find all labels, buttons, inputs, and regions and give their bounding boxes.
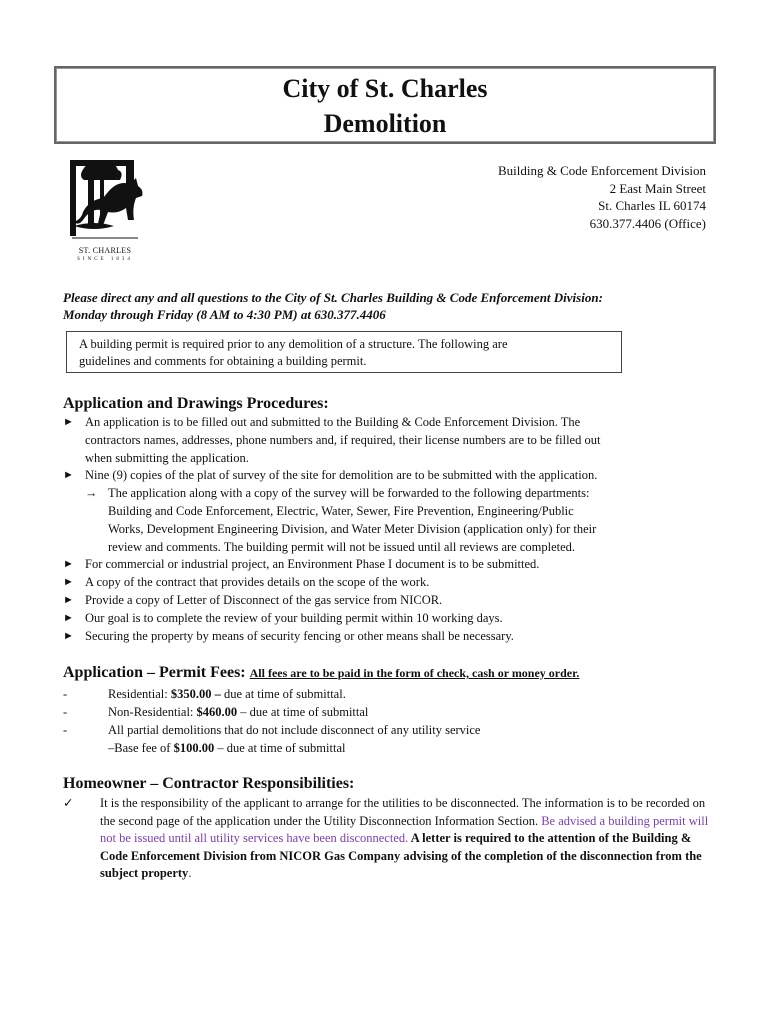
procedures-list bbox=[63, 414, 600, 645]
list-item: ► An application is to be filled out and submitted to the Building & Code Enforcement Division. The contractors names, addresses, phone numbers and, if required, their license numbers are to be filled out when submitting the application. bbox=[63, 415, 601, 465]
bullet-icon: ► bbox=[63, 611, 74, 624]
bullet-icon: ► bbox=[63, 558, 74, 571]
list-item: ► Securing the property by means of security fencing or other means shall be necessary. bbox=[63, 628, 600, 646]
document-subtitle: Demolition bbox=[323, 109, 447, 138]
bullet-icon: ► bbox=[63, 416, 74, 428]
list-item: ► Provide a copy of Letter of Disconnect of the gas service from NICOR. bbox=[63, 592, 600, 610]
responsibilities-item: ✓ It is the responsibility of the applicant to arrange for the utilities to be disconnected. The information is to be recorded on the second page of the application under the Utility Disconnection Information Section. Be advised a building permit will not be issued until all utility services have been disconnected. A letter is required to the attention of the Building & Code Enforcement Division from NICOR Gas Company advising of the completion of the disconnection from the subject property. bbox=[63, 796, 709, 880]
list-item: ► For commercial or industrial project, an Environment Phase I document is to be submitted. bbox=[63, 556, 600, 574]
bullet-icon: ► bbox=[63, 593, 74, 606]
contact-line: Please direct any and all questions to the City of St. Charles Building & Code Enforcement Division: bbox=[63, 290, 603, 305]
logo-caption: ST. CHARLES bbox=[78, 246, 132, 255]
logo-since: SINCE 1834 bbox=[77, 257, 133, 262]
list-item: ► A copy of the contract that provides details on the scope of the work. bbox=[63, 574, 600, 592]
fees-payment-note: All fees are to be paid in the form of check, cash or money order. bbox=[249, 666, 580, 680]
procedures-heading: Application and Drawings Procedures: bbox=[63, 395, 329, 412]
permit-notice-box bbox=[66, 331, 622, 373]
title-box bbox=[54, 66, 716, 144]
checkmark-icon: ✓ bbox=[63, 796, 74, 810]
nicor-letter-requirement: A letter is required to the attention of the Building & Code Enforcement Division from NICOR Gas Company advising of the completion of the disconnection from the subject property bbox=[100, 831, 702, 880]
fees-list bbox=[63, 685, 481, 757]
responsibilities-heading: Homeowner – Contractor Responsibilities: bbox=[63, 775, 355, 792]
address-phone: 630.377.4406 (Office) bbox=[589, 215, 706, 231]
utility-warning-text: Be advised a building permit will not be issued until all utility services have been disconnected. bbox=[100, 813, 709, 845]
fee-item-residential: - Residential: $350.00 – due at time of submittal. bbox=[63, 687, 346, 701]
fee-item-nonresidential: - Non-Residential: $460.00 – due at time of submittal bbox=[63, 705, 369, 719]
notice-line: A building permit is required prior to any demolition of a structure. The following are bbox=[79, 337, 508, 351]
sub-list-item: → The application along with a copy of the survey will be forwarded to the following departments: Building and Code Enforcement, Electric, Water, Sewer, Fire Prevention, Engineering/Public Works, Development Engineering Division, and Water Meter Division (application only) for their review and comments. The building permit will not be issued until all reviews are completed. bbox=[85, 486, 597, 554]
address-street: 2 East Main Street bbox=[609, 180, 706, 196]
contact-notice bbox=[63, 289, 603, 323]
fees-heading: Application – Permit Fees: All fees are to be paid in the form of check, cash or money order. bbox=[63, 664, 580, 681]
contact-hours: Monday through Friday (8 AM to 4:30 PM) at 630.377.4406 bbox=[63, 307, 386, 322]
bullet-icon: ► bbox=[63, 629, 74, 642]
bullet-icon: ► bbox=[63, 576, 74, 589]
list-item: ► Our goal is to complete the review of your building permit within 10 working days. bbox=[63, 610, 600, 628]
address-city: St. Charles IL 60174 bbox=[598, 198, 706, 213]
document-title: City of St. Charles bbox=[282, 74, 488, 103]
fee-item-partial-base: –Base fee of $100.00 – due at time of submittal bbox=[108, 741, 346, 755]
list-item: ► Nine (9) copies of the plat of survey of the site for demolition are to be submitted with the application. bbox=[63, 467, 600, 485]
arrow-right-icon: → bbox=[85, 486, 98, 501]
address-division: Building & Code Enforcement Division bbox=[498, 163, 706, 178]
fee-item-partial: - All partial demolitions that do not include disconnect of any utility service bbox=[63, 723, 481, 737]
office-address bbox=[498, 162, 706, 232]
notice-line: guidelines and comments for obtaining a building permit. bbox=[79, 354, 367, 368]
bullet-icon: ► bbox=[63, 469, 74, 482]
